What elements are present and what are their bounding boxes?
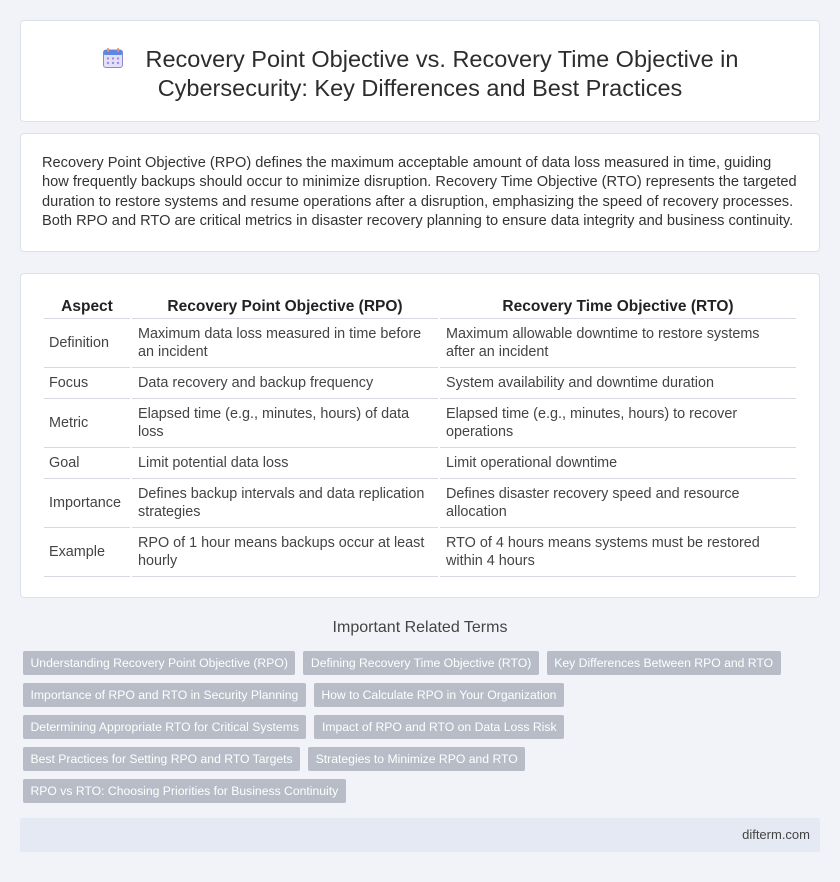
table-row <box>44 479 796 528</box>
related-term-tag[interactable]: Key Differences Between RPO and RTO <box>547 651 781 675</box>
intro-card <box>20 133 820 252</box>
cell-aspect: Example <box>44 528 130 577</box>
related-term-tag[interactable]: Best Practices for Setting RPO and RTO Targets <box>23 747 300 771</box>
footer <box>20 818 820 852</box>
cell-rto: Elapsed time (e.g., minutes, hours) to recover operations <box>440 399 796 448</box>
related-term-tag[interactable]: Defining Recovery Time Objective (RTO) <box>303 651 538 675</box>
cell-rpo: Limit potential data loss <box>132 448 438 479</box>
table-row <box>44 528 796 577</box>
cell-aspect: Definition <box>44 319 130 368</box>
comparison-table <box>42 294 798 577</box>
cell-aspect: Focus <box>44 368 130 399</box>
related-term-tag[interactable]: How to Calculate RPO in Your Organization <box>314 683 564 707</box>
title-line-1: Recovery Point Objective vs. Recovery Time Objective in <box>145 46 739 72</box>
cell-rto: Maximum allowable downtime to restore systems after an incident <box>440 319 796 368</box>
calendar-icon <box>102 47 124 69</box>
table-row <box>44 448 796 479</box>
cell-rto: Limit operational downtime <box>440 448 796 479</box>
table-row <box>44 368 796 399</box>
header-rto: Recovery Time Objective (RTO) <box>440 294 796 319</box>
related-terms-heading: Important Related Terms <box>332 619 508 636</box>
related-term-tag[interactable]: Understanding Recovery Point Objective (RPO) <box>23 651 295 675</box>
header-rpo: Recovery Point Objective (RPO) <box>132 294 438 319</box>
cell-aspect: Metric <box>44 399 130 448</box>
comparison-table-card <box>20 273 820 598</box>
related-term-tag[interactable]: Strategies to Minimize RPO and RTO <box>308 747 525 771</box>
page-title <box>21 45 819 103</box>
cell-rto: System availability and downtime duration <box>440 368 796 399</box>
table-header-row <box>44 294 796 319</box>
cell-aspect: Importance <box>44 479 130 528</box>
table-row <box>44 319 796 368</box>
related-term-tag[interactable]: Importance of RPO and RTO in Security Planning <box>23 683 306 707</box>
related-terms-list <box>23 651 813 811</box>
title-line-2: Cybersecurity: Key Differences and Best Practices <box>157 75 683 101</box>
title-card <box>20 20 820 122</box>
related-term-tag[interactable]: RPO vs RTO: Choosing Priorities for Business Continuity <box>23 779 346 803</box>
cell-rpo: Elapsed time (e.g., minutes, hours) of data loss <box>132 399 438 448</box>
related-term-tag[interactable]: Determining Appropriate RTO for Critical Systems <box>23 715 306 739</box>
cell-rpo: RPO of 1 hour means backups occur at least hourly <box>132 528 438 577</box>
header-aspect: Aspect <box>44 294 130 319</box>
cell-rto: RTO of 4 hours means systems must be restored within 4 hours <box>440 528 796 577</box>
intro-paragraph: Recovery Point Objective (RPO) defines the maximum acceptable amount of data loss measured in time, guiding how frequently backups should occur to minimize disruption. Recovery Time Objective (RTO) represents the targeted duration to restore systems and resume operations after a disruption, emphasizing the speed of recovery processes. Both RPO and RTO are critical metrics in disaster recovery planning to ensure data integrity and business continuity. <box>42 155 797 229</box>
cell-aspect: Goal <box>44 448 130 479</box>
cell-rpo: Data recovery and backup frequency <box>132 368 438 399</box>
table-row <box>44 399 796 448</box>
related-term-tag[interactable]: Impact of RPO and RTO on Data Loss Risk <box>314 715 564 739</box>
cell-rpo: Defines backup intervals and data replication strategies <box>132 479 438 528</box>
cell-rpo: Maximum data loss measured in time before an incident <box>132 319 438 368</box>
cell-rto: Defines disaster recovery speed and resource allocation <box>440 479 796 528</box>
footer-site-link[interactable]: difterm.com <box>742 827 810 842</box>
